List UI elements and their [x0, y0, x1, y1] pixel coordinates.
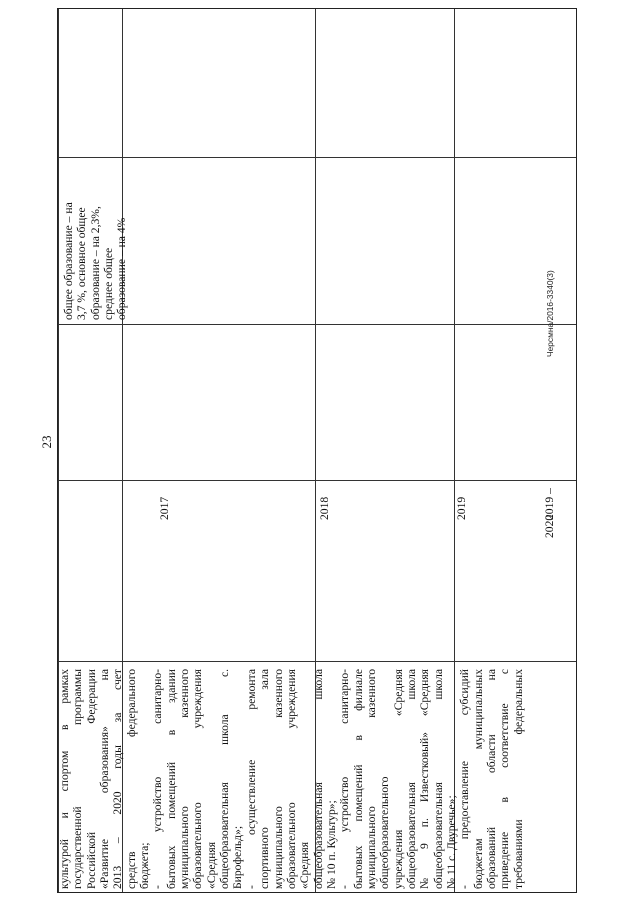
page-number: 23: [39, 435, 54, 449]
measures-line: «Развитие образования» на: [98, 669, 112, 889]
indicator-line: 3,7 %, основное общее: [75, 207, 89, 320]
indicator-line: образование – на 4%: [115, 217, 129, 320]
measures-line: Бирофельд»;: [231, 825, 245, 889]
measures-line: - предоставление субсидий: [458, 669, 472, 889]
column-divider-1: [58, 661, 576, 662]
year-2018: 2018: [318, 496, 331, 520]
column-divider-3: [58, 324, 576, 325]
measures-line: государственной программы: [71, 669, 85, 889]
measures-line: «Средняя: [204, 841, 218, 889]
year-2019-range: 2019 –: [543, 488, 556, 520]
measures-line: бытовых помещений в филиале: [351, 669, 365, 889]
indicator-line: среднее общее: [102, 247, 116, 320]
year-2017: 2017: [158, 496, 171, 520]
measures-line: требованиями федеральных: [511, 669, 525, 889]
measures-line: Российской Федерации: [84, 669, 98, 889]
measures-line: приведение в соответствие с: [498, 669, 512, 889]
measures-line: средств федерального: [124, 669, 138, 889]
measures-line: № 10 п. Культур»;: [324, 800, 338, 889]
indicator-line: образование – на 2,3%,: [88, 206, 102, 320]
measures-line: - осуществление ремонта: [244, 669, 258, 889]
measures-line: муниципального казенного: [178, 669, 192, 889]
measures-line: муниципального казенного: [364, 669, 378, 889]
measures-table: [57, 8, 577, 893]
measures-line: общеобразовательная школа с.: [218, 669, 232, 889]
measures-line: учреждения «Средняя: [391, 669, 405, 889]
measures-line: 2013 – 2020 годы за счет: [111, 669, 125, 889]
year-2020: 2020: [543, 514, 556, 538]
measures-line: муниципального казенного: [271, 669, 285, 889]
measures-cell: [58, 669, 578, 889]
measures-line: - устройство санитарно-: [338, 669, 352, 889]
indicator-line: общее образование – на: [62, 202, 75, 320]
column-divider-2: [58, 480, 576, 481]
measures-line: культурой и спортом в рамках: [58, 669, 71, 889]
measures-line: общеобразовательная школа: [431, 669, 445, 889]
measures-line: общеобразовательного: [378, 776, 392, 889]
measures-line: бюджета;: [138, 842, 152, 889]
measures-line: общеобразовательная школа: [404, 669, 418, 889]
document-code: Черсмна/2016-3340(3): [545, 270, 555, 357]
measures-line: - устройство санитарно-: [151, 669, 165, 889]
year-2019: 2019: [455, 496, 468, 520]
measures-line: общеобразовательная школа: [311, 669, 325, 889]
measures-line: спортивного зала: [258, 669, 272, 889]
measures-line: «Средняя: [298, 841, 312, 889]
measures-line: бюджетам муниципальных: [471, 669, 485, 889]
measures-line: бытовых помещений в здании: [164, 669, 178, 889]
indicator-cell: [62, 170, 152, 320]
measures-line: № 9 п. Известковый» «Средняя: [418, 669, 432, 889]
measures-line: образований области на: [485, 669, 498, 889]
measures-line: № 11 с. Двуречье»;: [444, 795, 458, 889]
measures-line: образовательного учреждения: [191, 669, 205, 889]
column-divider-4: [58, 157, 576, 158]
measures-line: образовательного учреждения: [284, 669, 298, 889]
